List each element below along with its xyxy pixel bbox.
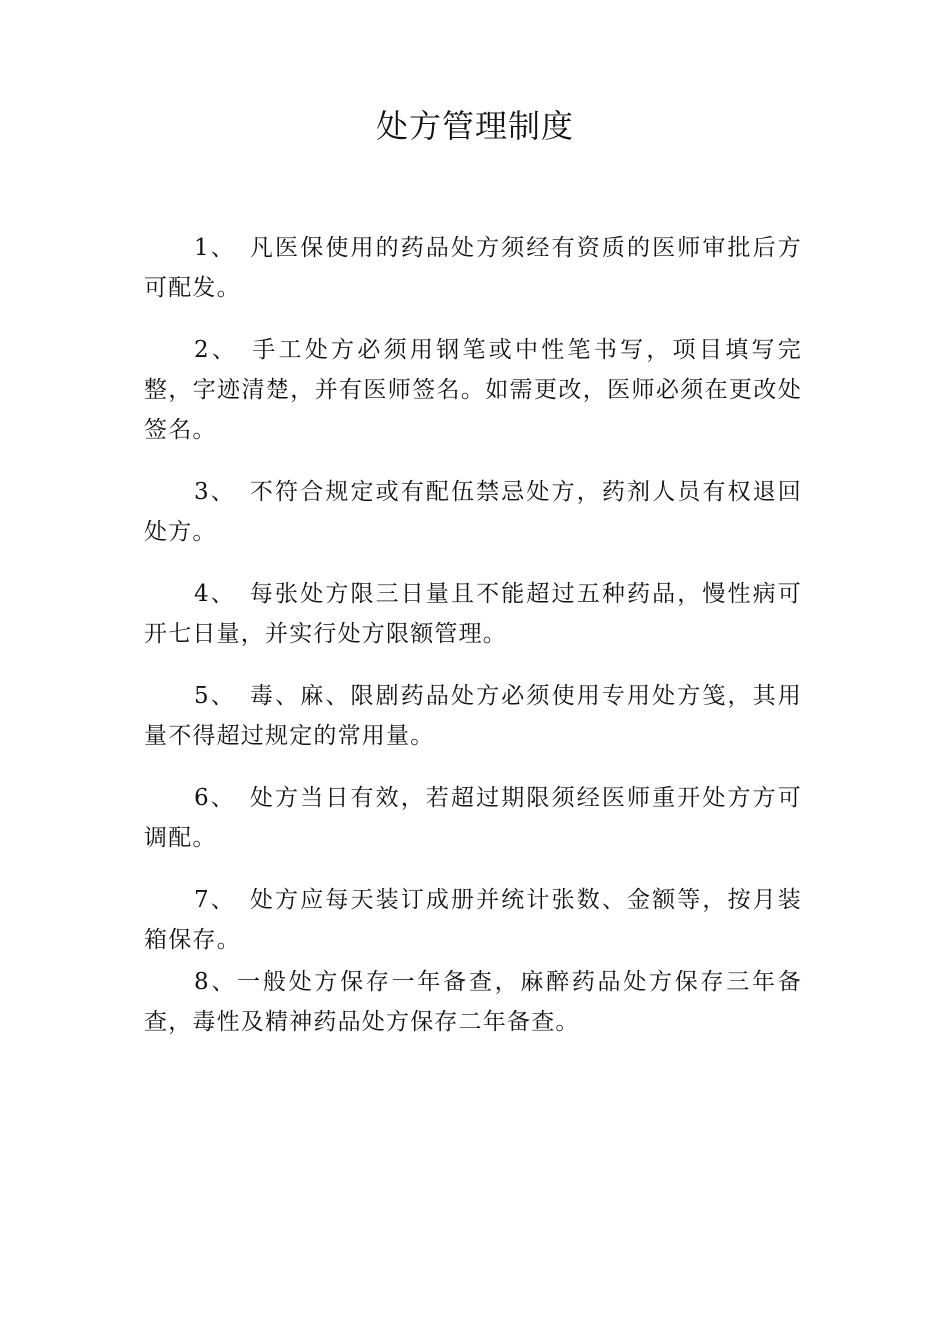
rule-item-1 [144,228,802,308]
rule-number: 1、 [194,235,236,261]
rule-text: 处方当日有效，若超过期限须经医师重开处方方可调配。 [144,785,802,851]
rule-number: 8、 [194,969,238,995]
rule-text: 毒、麻、限剧药品处方必须使用专用处方笺，其用量不得超过规定的常用量。 [144,683,802,749]
rule-number: 2、 [194,337,239,363]
rule-number: 6、 [194,785,236,811]
rule-item-7 [144,880,802,960]
rule-text: 不符合规定或有配伍禁忌处方，药剂人员有权退回处方。 [144,479,802,545]
rule-text: 一般处方保存一年备查，麻醉药品处方保存三年备查，毒性及精神药品处方保存二年备查。 [144,969,802,1035]
rule-text: 凡医保使用的药品处方须经有资质的医师审批后方可配发。 [144,235,802,301]
rule-item-3 [144,472,802,552]
rule-text: 每张处方限三日量且不能超过五种药品，慢性病可开七日量，并实行处方限额管理。 [144,581,802,647]
rule-number: 3、 [194,479,236,505]
rule-item-8 [144,962,802,1042]
rule-item-4 [144,574,802,654]
document-title: 处方管理制度 [375,107,574,145]
rule-number: 7、 [194,887,236,913]
rule-item-2 [144,330,802,450]
rule-text: 手工处方必须用钢笔或中性笔书写，项目填写完整，字迹清楚，并有医师签名。如需更改，医师必须在更改处签名。 [144,337,802,443]
rules-list [144,228,802,1064]
rule-text: 处方应每天装订成册并统计张数、金额等，按月装箱保存。 [144,887,802,953]
rule-number: 4、 [194,581,236,607]
rule-item-5 [144,676,802,756]
rule-number: 5、 [194,683,236,709]
rule-item-6 [144,778,802,858]
